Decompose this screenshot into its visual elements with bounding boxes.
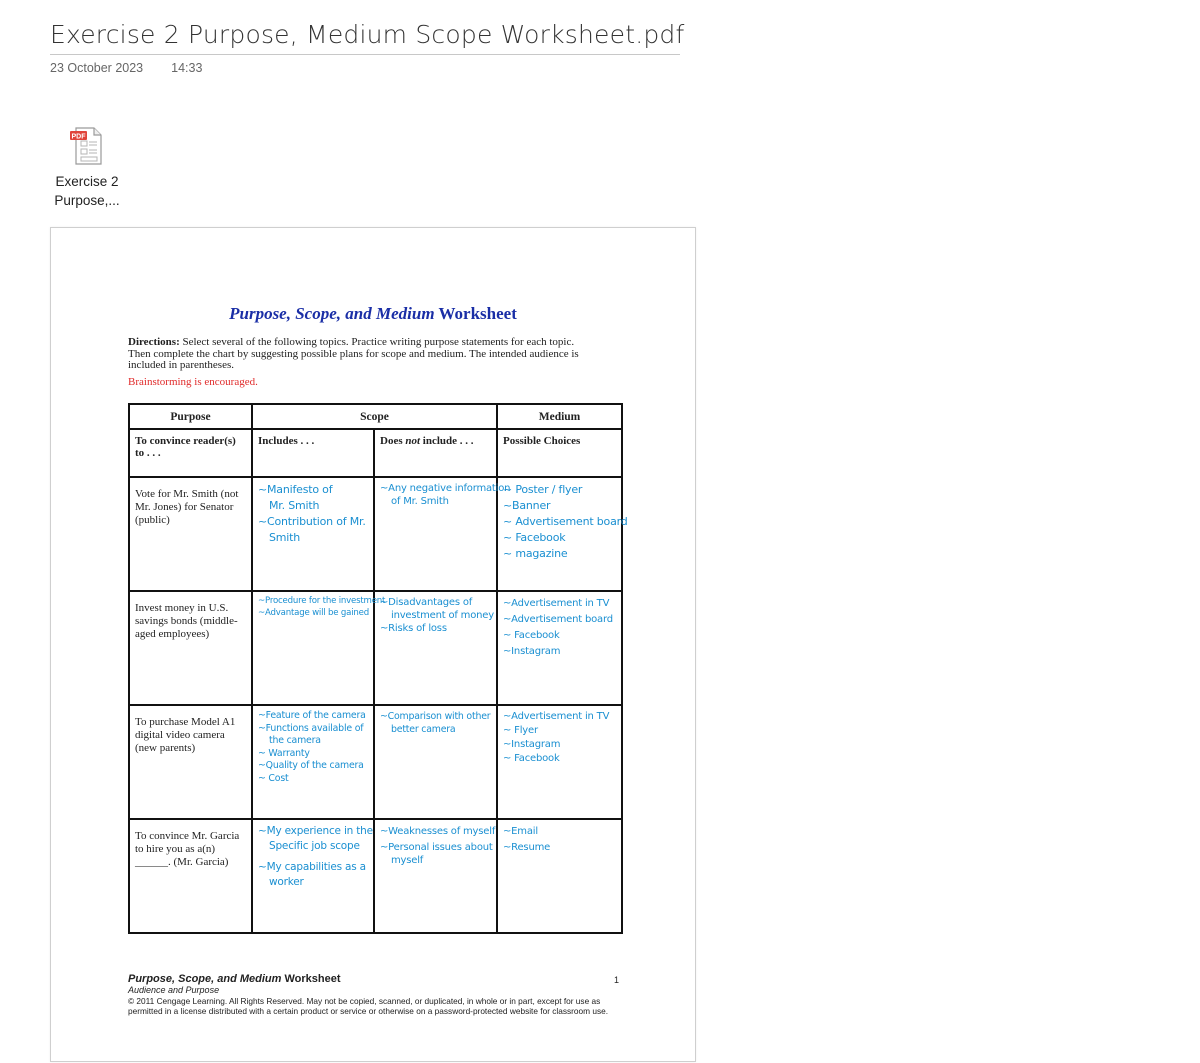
brainstorm-note: Brainstorming is encouraged.: [128, 376, 258, 388]
handwritten-line: Mr. Smith: [269, 499, 320, 512]
excludes-cell: [374, 705, 497, 819]
handwritten-line: ~Disadvantages of: [380, 597, 473, 608]
handwritten-line: ~ Facebook: [503, 630, 560, 641]
handwriting: [258, 824, 373, 890]
pdf-badge-text: PDF: [71, 133, 86, 141]
handwriting: [380, 482, 511, 508]
handwritten-line: ~Advertisement in TV: [503, 598, 610, 609]
handwritten-line: ~Functions available of: [258, 722, 364, 734]
handwritten-line: ~Quality of the camera: [258, 760, 364, 771]
excludes-cell: [374, 819, 497, 933]
purpose-cell: To convince Mr. Garcia to hire you as a(n) ______. (Mr. Garcia): [129, 819, 252, 933]
subheader-include: include . . .: [420, 435, 474, 447]
medium-cell: [497, 705, 622, 819]
handwritten-line: ~Procedure for the investment: [258, 596, 386, 606]
excludes-cell: [374, 591, 497, 705]
handwritten-line: ~Risks of loss: [380, 623, 447, 634]
handwriting: [258, 596, 386, 619]
handwritten-line: the camera: [269, 735, 321, 746]
pdf-page-printout[interactable]: [50, 227, 696, 1062]
note-time: 14:33: [171, 61, 203, 75]
includes-cell: [252, 591, 386, 705]
handwritten-line: ~Contribution of Mr.: [258, 515, 366, 528]
handwriting: [258, 710, 368, 785]
handwritten-line: ~ Poster / flyer: [503, 483, 583, 496]
header-purpose: Purpose: [129, 404, 252, 429]
subheader-does: Does: [380, 435, 406, 447]
handwritten-line: ~Comparison with other: [380, 711, 491, 722]
subheader-not: not: [405, 435, 421, 447]
purpose-cell: Invest money in U.S. savings bonds (middle-aged employees): [129, 591, 252, 705]
handwriting: [503, 596, 616, 660]
handwritten-line: ~Instagram: [503, 646, 561, 657]
medium-cell: [497, 591, 622, 705]
table-row: [129, 705, 622, 819]
handwritten-line: ~ Warranty: [258, 747, 310, 759]
table-row: [129, 477, 622, 591]
medium-cell: [497, 477, 628, 591]
directions-line-1: Select several of the following topics. Practice writing purpose statements for each topic.: [179, 336, 575, 348]
footer-title-rest: Worksheet: [281, 973, 341, 985]
handwritten-line: ~ Facebook: [503, 531, 566, 544]
directions-label: Directions:: [128, 336, 180, 348]
handwritten-line: ~Instagram: [503, 739, 561, 750]
page-footer: [128, 973, 618, 1016]
header-scope: Scope: [252, 404, 497, 429]
handwritten-line: ~Personal issues about: [380, 842, 493, 853]
attachment-label[interactable]: [46, 172, 128, 210]
handwritten-line: ~Manifesto of: [258, 483, 333, 496]
handwritten-line: ~Feature of the camera: [258, 710, 366, 721]
handwritten-line: worker: [269, 876, 304, 888]
page-number: 1: [614, 975, 620, 985]
handwritten-line: of Mr. Smith: [391, 496, 449, 507]
includes-cell: [252, 819, 374, 933]
footer-title: [128, 973, 618, 985]
attachment-label-line2: Purpose,...: [54, 193, 120, 208]
handwriting: [380, 710, 491, 736]
handwritten-line: Specific job scope: [269, 840, 360, 852]
includes-cell: [252, 705, 374, 819]
handwriting: [258, 482, 368, 546]
handwritten-line: ~Advantage will be gained: [258, 607, 369, 618]
handwritten-line: ~ magazine: [503, 547, 568, 560]
subheader-purpose: To convince reader(s) to . . .: [129, 429, 252, 477]
handwriting: [503, 482, 628, 562]
handwritten-line: investment of money: [391, 610, 494, 621]
table-row: [129, 591, 622, 705]
table-header-row: [129, 404, 622, 429]
handwritten-line: ~Any negative information: [380, 483, 511, 494]
table-subheader-row: [129, 429, 622, 477]
footer-title-italic: Purpose, Scope, and Medium: [128, 973, 282, 985]
pdf-file-icon-graphic: [68, 126, 104, 166]
directions: [128, 337, 628, 372]
purpose-cell: To purchase Model A1 digital video camera (new parents): [129, 705, 252, 819]
handwriting: [503, 710, 616, 766]
note-timestamp: [50, 61, 202, 75]
handwritten-line: better camera: [391, 724, 456, 735]
handwritten-line: ~Resume: [503, 842, 551, 853]
note-date: 23 October 2023: [50, 61, 144, 75]
handwriting: [380, 596, 494, 635]
handwritten-line: ~Advertisement in TV: [503, 711, 610, 722]
handwriting: [380, 824, 496, 866]
handwritten-line: ~ Cost: [258, 772, 289, 784]
directions-line-2: Then complete the chart by suggesting possible plans for scope and medium. The intended audience is: [128, 347, 579, 360]
subheader-includes: Includes . . .: [252, 429, 374, 477]
handwritten-line: myself: [391, 855, 424, 866]
handwritten-line: ~Banner: [503, 499, 551, 512]
medium-cell: [497, 819, 622, 933]
handwritten-line: ~ Advertisement board: [503, 515, 628, 528]
handwritten-line: ~My capabilities as a: [258, 861, 366, 873]
purpose-cell: Vote for Mr. Smith (not Mr. Jones) for Senator (public): [129, 477, 252, 591]
attachment-label-line1: Exercise 2: [55, 174, 119, 189]
footer-copyright: © 2011 Cengage Learning. All Rights Reserved. May not be copied, scanned, or duplicated, in whole or in part, except for use as permitted in a license distributed with a certain product or service or otherwise on a password-protected website for classroom use.: [128, 996, 609, 1016]
subheader-possible-choices: Possible Choices: [497, 429, 622, 477]
worksheet-title-italic: Purpose, Scope, and Medium: [229, 304, 435, 323]
header-medium: Medium: [497, 404, 622, 429]
subheader-does-not-include: [374, 429, 497, 477]
handwritten-line: ~Email: [503, 826, 538, 837]
note-title[interactable]: Exercise 2 Purpose, Medium Scope Worksheet.pdf: [50, 20, 680, 55]
table-row: [129, 819, 622, 933]
includes-cell: [252, 477, 374, 591]
handwritten-line: Smith: [269, 531, 301, 544]
handwritten-line: ~My experience in the: [258, 825, 373, 837]
handwritten-line: ~ Facebook: [503, 753, 560, 764]
worksheet-table: [128, 403, 628, 934]
handwritten-line: ~Weaknesses of myself: [380, 826, 496, 837]
worksheet-title-rest: Worksheet: [434, 304, 517, 323]
handwriting: [503, 824, 616, 856]
pdf-file-icon[interactable]: [68, 126, 104, 166]
footer-subtitle: Audience and Purpose: [128, 985, 220, 995]
directions-line-3: included in parentheses.: [128, 359, 234, 371]
worksheet-title: [51, 304, 695, 324]
excludes-cell: [374, 477, 511, 591]
handwritten-line: ~Advertisement board: [503, 614, 613, 625]
handwritten-line: ~ Flyer: [503, 725, 538, 736]
